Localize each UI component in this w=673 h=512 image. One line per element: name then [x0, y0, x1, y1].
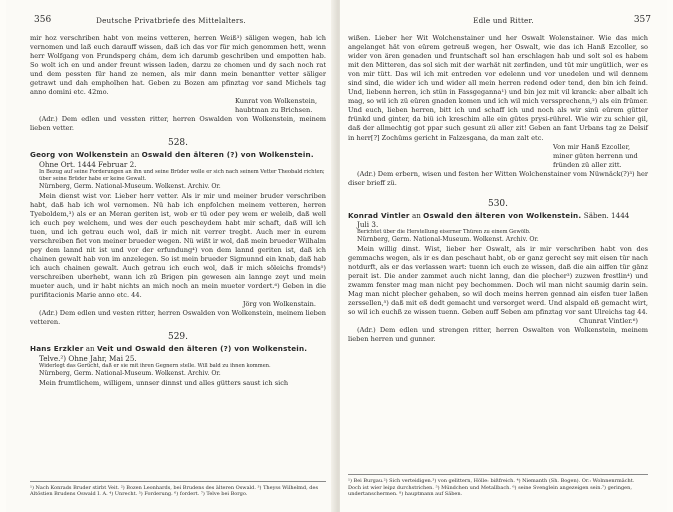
address-line: (Adr.) Dem edlen und vessten ritter, herren Oswalden von Wolkenstein, meinem lieben vetter.	[30, 115, 326, 133]
heading-connector: an	[83, 344, 97, 354]
letter-text: Mein willig dinst. Wist, lieber her Oswalt, als ir mir verschriben habt von des gemmachs wegen, als ir es dan peschaut habt, ob er ganz gerecht sey mit eisen tür nach notdurft, als er das verlassen wart: tuenn ich euch ze wissen, daß die ain aiffen tür gänz perait ist. Die ander zammet auch nicht lanng, dan die plecher³) zuzwen frestlin⁴) und zwamm fenster mag man nicht pey bechommen. Doch wil man nicht saumig darin sein. Mag man nicht plecher gehaben, so wil doch meins herren gennad ain eisfen tuer laßen zerssellen,⁵) daß mit eß dedt gemacht und versorget werd. Und alspald eß gemacht wirt, so wil ich euchß ze wissen tuenn. Geben auff Seben am pfinztag vor sant Ulreichs tag 44.	[348, 245, 648, 317]
letter-date: Juli 3.	[357, 220, 379, 230]
sender-name: Hans Erzkler	[30, 344, 84, 354]
letter-text: Mein dienst wist vor. Lieber herr vetter. Als ir mir und meiner bruder verschriben habt, daß hab ich wol vernomen. Nü hab ich enpfolchen meinem vetteren, herren Tyeboldem,³) als er an Meran geriten ist, wob er tü oder pey wem er weleib, daß well ich euch pey welchem, und wes der euch pescheydem habt mir schaft, daß will ich tuen, und ich getrau euch wol, daß ir mich nit verrer tregbt. Auch mer in eurem verschreiben fiet von meiner brueder wegen. Nü wißt ir wol, daß mein brueder Wilhalm pey dem lannd nit ist und vor der erfundung⁴) von dem lannd geriten ist, daß ich chainen gewalt hab von im anzelegen. So ist mein brueder Sigmunnd ein knab, daß hab ich auch chainen gewalt. Auch getrau ich euch wol, daß ir mich söleichs fromds⁵) verschreiben uberhebt, wann ich zü Brigen pin gewesen ain lannge zeyt und mein mueter auch, und ir habt nichts an mich noch an mein mueter vordert.⁶) Geben in die purifitacionis Marie anno etc. 44.	[30, 191, 326, 300]
letter-heading	[348, 211, 648, 230]
right-running-title: Edle und Ritter.	[473, 16, 534, 25]
address-line: (Adr.) Dem edlen und vesten ritter, herren Oswalden von Wolkenstein, meinem lieben vetteren.	[30, 309, 326, 327]
left-page-header	[6, 15, 336, 29]
recipient-name: Oswald den älteren von Wolkenstein.	[423, 210, 582, 220]
signature-line: fründen zü aller zitt.	[553, 160, 622, 169]
letter-place: Säben. 1444	[583, 210, 630, 220]
letter-date: Ohne Ort. 1444 Februar 2.	[39, 159, 137, 169]
letter-source: Nürnberg, Germ. National-Museum. Wolkenst. Archiv. Or.	[357, 236, 539, 244]
left-running-title: Deutsche Privatbriefe des Mittelalters.	[96, 16, 246, 25]
letter-source: Nürnberg, Germ. National-Museum. Wolkenst. Archiv. Or.	[39, 183, 221, 191]
signature-line: miner güten herrenn und	[553, 151, 638, 160]
right-page-header	[340, 15, 667, 29]
signature-line: Chunrat Vintler.⁶)	[578, 317, 638, 326]
address-line: (Adr.) Dem edlen und strengen ritter, herren Oswalten von Wolkenstein, meinem lieben herren und gunner.	[348, 326, 648, 344]
left-page	[6, 0, 336, 512]
letter-number: 530.	[487, 198, 509, 209]
letter-summary: In Bezug auf seine Forderungen an ihn und seine Brüder wolle er sich nach seinem Vetter Theobald richten; über seine Brüder habe er keine Gewalt.	[39, 169, 325, 183]
letter-source: Nürnberg, Germ. National-Museum. Wolkenst. Archiv. Or.	[39, 370, 221, 378]
right-page-body	[348, 34, 648, 345]
right-page-number: 357	[633, 15, 651, 25]
letter-heading	[30, 150, 326, 169]
address-line: (Adr.) Dem erbern, wisen und festen her Witten Wolchenstainer vom Nüwnäck(?)³) her diser brieff zü.	[348, 169, 648, 187]
heading-connector: an	[128, 150, 142, 160]
sender-name: Konrad Vintler	[348, 210, 410, 220]
left-page-body	[30, 34, 326, 388]
letter-heading	[30, 344, 326, 363]
left-page-number: 356	[34, 15, 52, 25]
letter-number: 529.	[167, 332, 189, 343]
continued-letter-text: wißen. Lieber her Wit Wolchenstainer und her Oswalt Wolenstainer. Wie das mich angelanget hät von eürem getreuß wegen, her Oswalt, wie das ich Hanß Ezcoller, so wider von ären genaden und fruntschaft sol han erschlagen hab und solt sol es habem mit den Mitteren, das sol sich mit der warhät nit zerfinden, und tüt mir ungütlich, wer es von mir tütt. Das wil ich mit entreden vor edelenn und vor unedelen und wil dennem sind sind, die wider ich und wider all mein herren redend oder tend, den bin ich feind. Und, liebenn herren, ich stün in Fassgeganna¹) und bin jez mit vil kranck: aber albalt ich mag, so wil ich zü eüren gnaden komen und ich wil mich verssprechenn,²) als ein frümer. Und euch, lieben herren, bitt ich und schaff ich und noch als wir sinü eürem gütter frünkd und ginter, da biü ich kreschim alle ein gütes prysi-rührel. Wie wir zu schier gil, daß der allmechtig got ppar such gesunt zü aller zit! Geben an fant Urbans tag ze Delsif in herr[?] Zochüms gericht in Falzesgana, da man zalt etc.	[348, 34, 648, 142]
right-page	[340, 0, 667, 512]
letter-text: Mein frumtlichem, willigem, unnser dinnst und alles gütters saust ich sich	[39, 378, 289, 387]
recipient-name: Oswald den älteren (?) von Wolkenstein.	[141, 150, 314, 160]
letter-date: Telve.²) Ohne Jahr, Mai 25.	[39, 353, 137, 363]
recipient-name: Veit und Oswald den älteren (?) von Wolkenstein.	[96, 344, 308, 354]
heading-connector: an	[409, 210, 424, 220]
footnotes: ¹) Bei Burgau.²) Sich verteidigen.³) von gelittern, Hölle: bißfreich. ⁴) Niemanth (Sh. Bogen). Or.: Wolnnenrmächt. Doch ist wier leipz durchstrichen. ⁵) Mündchen und Metallbach. ⁶) seine Svenglein angezeigen sein.⁷) geringen, undertanschermen. ⁸) hauptmann auf Säben.	[348, 474, 648, 498]
signature-line: Von mir Hanß Ezcoller,	[553, 142, 631, 151]
signature-line: haubtman zu Brichsen.	[235, 106, 313, 115]
sender-name: Georg von Wolkenstein	[30, 150, 129, 160]
footnotes: ¹) Nach Konrads Bruder stirbt Veit. ²) Bozen Leonhards, bei Brudens des älteren Oswald. ³) Theyss Wilhelmd, des Altöstien Brudens Oswald I. A. ⁴) Unrecht. ⁵) Forderung. ⁶) fordert. ⁷) Telve bei Borgo.	[30, 481, 326, 498]
signature-line: Jörg von Wolkenstain.	[242, 300, 316, 309]
continued-letter-text: mir hoz verschriben habt von meins vetteren, herren Weiß³) säligen wegen, hab ich vernomen und laß euch darauff wissen, daß ich das vor für mich genommen hett, wenn herr Wolfgang von Frundsperg chám, dem ich darumb geschriben und empotten hab. So wolt ich en und ander freunt wissen laden, darzu ze chomen und dy sach noch rat und dem pessten für hand ze nemen, als mir dann mein benantter vetter säliger getrawt und dah empholhen hat. Geben zu Bozen am pfinztag vor sand Michels tag anno domini etc. 42mo.	[30, 34, 326, 97]
letter-summary: Widerlegt das Gerücht, daß er sie mit ihren Gegnern stelle. Will bald zu ihnen kommen.	[39, 363, 271, 370]
signature-line: Kunrat von Wolkenstein,	[235, 97, 318, 106]
letter-number: 528.	[167, 138, 189, 149]
letter-summary: Berichtet über die Herstellung eiserner Thüren zu einem Gewölb.	[357, 229, 531, 236]
